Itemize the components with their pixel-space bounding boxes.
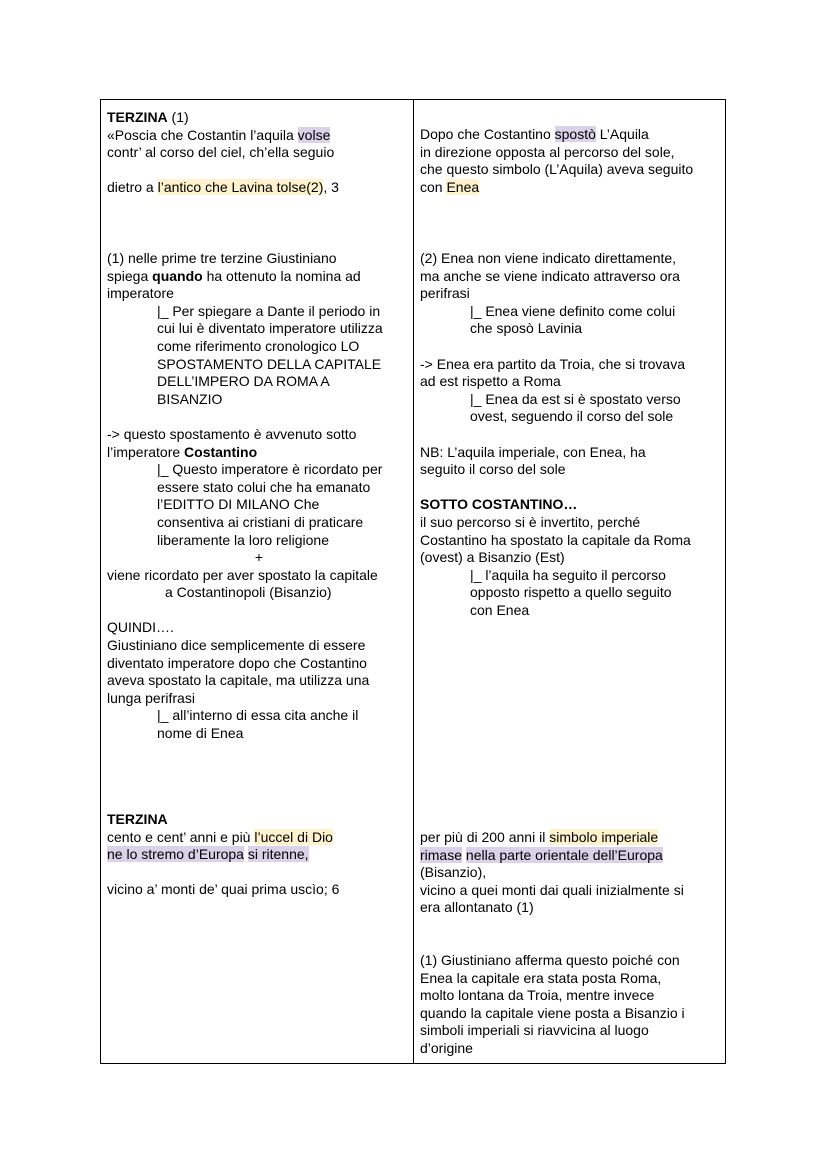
sotto-costantino-heading: SOTTO COSTANTINO… <box>420 496 578 513</box>
plus-sign: + <box>254 549 264 566</box>
terzina-2-heading: TERZINA <box>107 811 168 827</box>
highlight-sposto: spostò <box>554 126 596 142</box>
note-3-block: (1) Giustiniano afferma questo poiché con Enea la capitale era stata posta Roma, molto lontana da Troia, mentre invece quando la capitale viene posta a Bisanzio i simboli imperiali si riavvicina al luogo d’origine <box>420 952 685 1056</box>
highlight-ritenne: si ritenne, <box>247 846 309 863</box>
terzina-1-verse: TERZINA (1) «Poscia che Costantin l’aquila volse contr’ al corso del ciel, ch’ella seguio dietro a l’antico che Lavina tolse(2), 3 <box>107 109 339 196</box>
highlight-volse: volse <box>297 126 331 143</box>
terzina-1-paraphrase: Dopo che Costantino spostò L’Aquila in direzione opposta al percorso del sole, che questo simbolo (L’Aquila) aveva seguito con Enea <box>420 126 694 195</box>
note-2-block: (2) Enea non viene indicato direttamente, ma anche se viene indicato attraverso ora perifrasi |_ Enea viene definito come colui che sposò Lavinia -> Enea era partito da Troia, che si trovava ad est rispetto a Roma |_ Enea da est si è spostato verso ovest, seguendo il corso del sole NB: L’aquila imperiale, con Enea, ha seguito il corso del sole SOTTO COSTANTINO… il suo percorso si è invertito, perché Costantino ha spostato la capitale da Roma (ovest) a Bisanzio (Est) |_ l’aquila ha seguito il percorso opposto rispetto a quello seguito con Enea <box>420 250 691 618</box>
terzina-2-verse: TERZINA cento e cent’ anni e più l’uccel di Dio ne lo stremo d’Europa si ritenne, vicino a’ monti de’ quai prima uscìo; 6 <box>107 811 340 898</box>
highlight-orientale: nella parte orientale dell’Europa <box>465 846 663 863</box>
terzina-2-paraphrase: per più di 200 anni il simbolo imperiale rimase nella parte orientale dell’Europa (Bisanzio), vicino a quei monti dai quali inizialmente si era allontanato (1) <box>420 829 684 916</box>
highlight-simbolo: simbolo imperiale <box>549 829 659 845</box>
notes-table <box>100 99 726 1064</box>
highlight-stremo: ne lo stremo d’Europa <box>107 846 244 863</box>
highlight-uccel: l’uccel di Dio <box>254 828 333 845</box>
terzina-1-heading: TERZINA <box>107 109 168 125</box>
note-1-block: (1) nelle prime tre terzine Giustiniano spiega quando ha ottenuto la nomina ad imperatore |_ Per spiegare a Dante il periodo in cui lui è diventato imperatore utilizza come riferimento cronologico LO SPOSTAMENTO DELLA CAPITALE DELL’IMPERO DA ROMA A BISANZIO -> questo spostamento è avvenuto sotto l’imperatore Costantino |_ Questo imperatore è ricordato per essere stato colui che ha emanato l’EDITTO DI MILANO Che consentiva ai cristiani di praticare liberamente la loro religione + viene ricordato per aver spostato la capitale a Costantinopoli (Bisanzio) QUINDI…. Giustiniano dice semplicemente di essere diventato imperatore dopo che Costantino aveva spostato la capitale, ma utilizza una lunga perifrasi |_ all’interno di essa cita anche il nome di Enea <box>107 250 411 743</box>
column-divider <box>413 100 414 1063</box>
highlight-enea: Enea <box>446 178 480 195</box>
highlight-lavina: l’antico che Lavina tolse(2) <box>157 179 324 196</box>
highlight-rimase: rimase <box>420 846 463 863</box>
